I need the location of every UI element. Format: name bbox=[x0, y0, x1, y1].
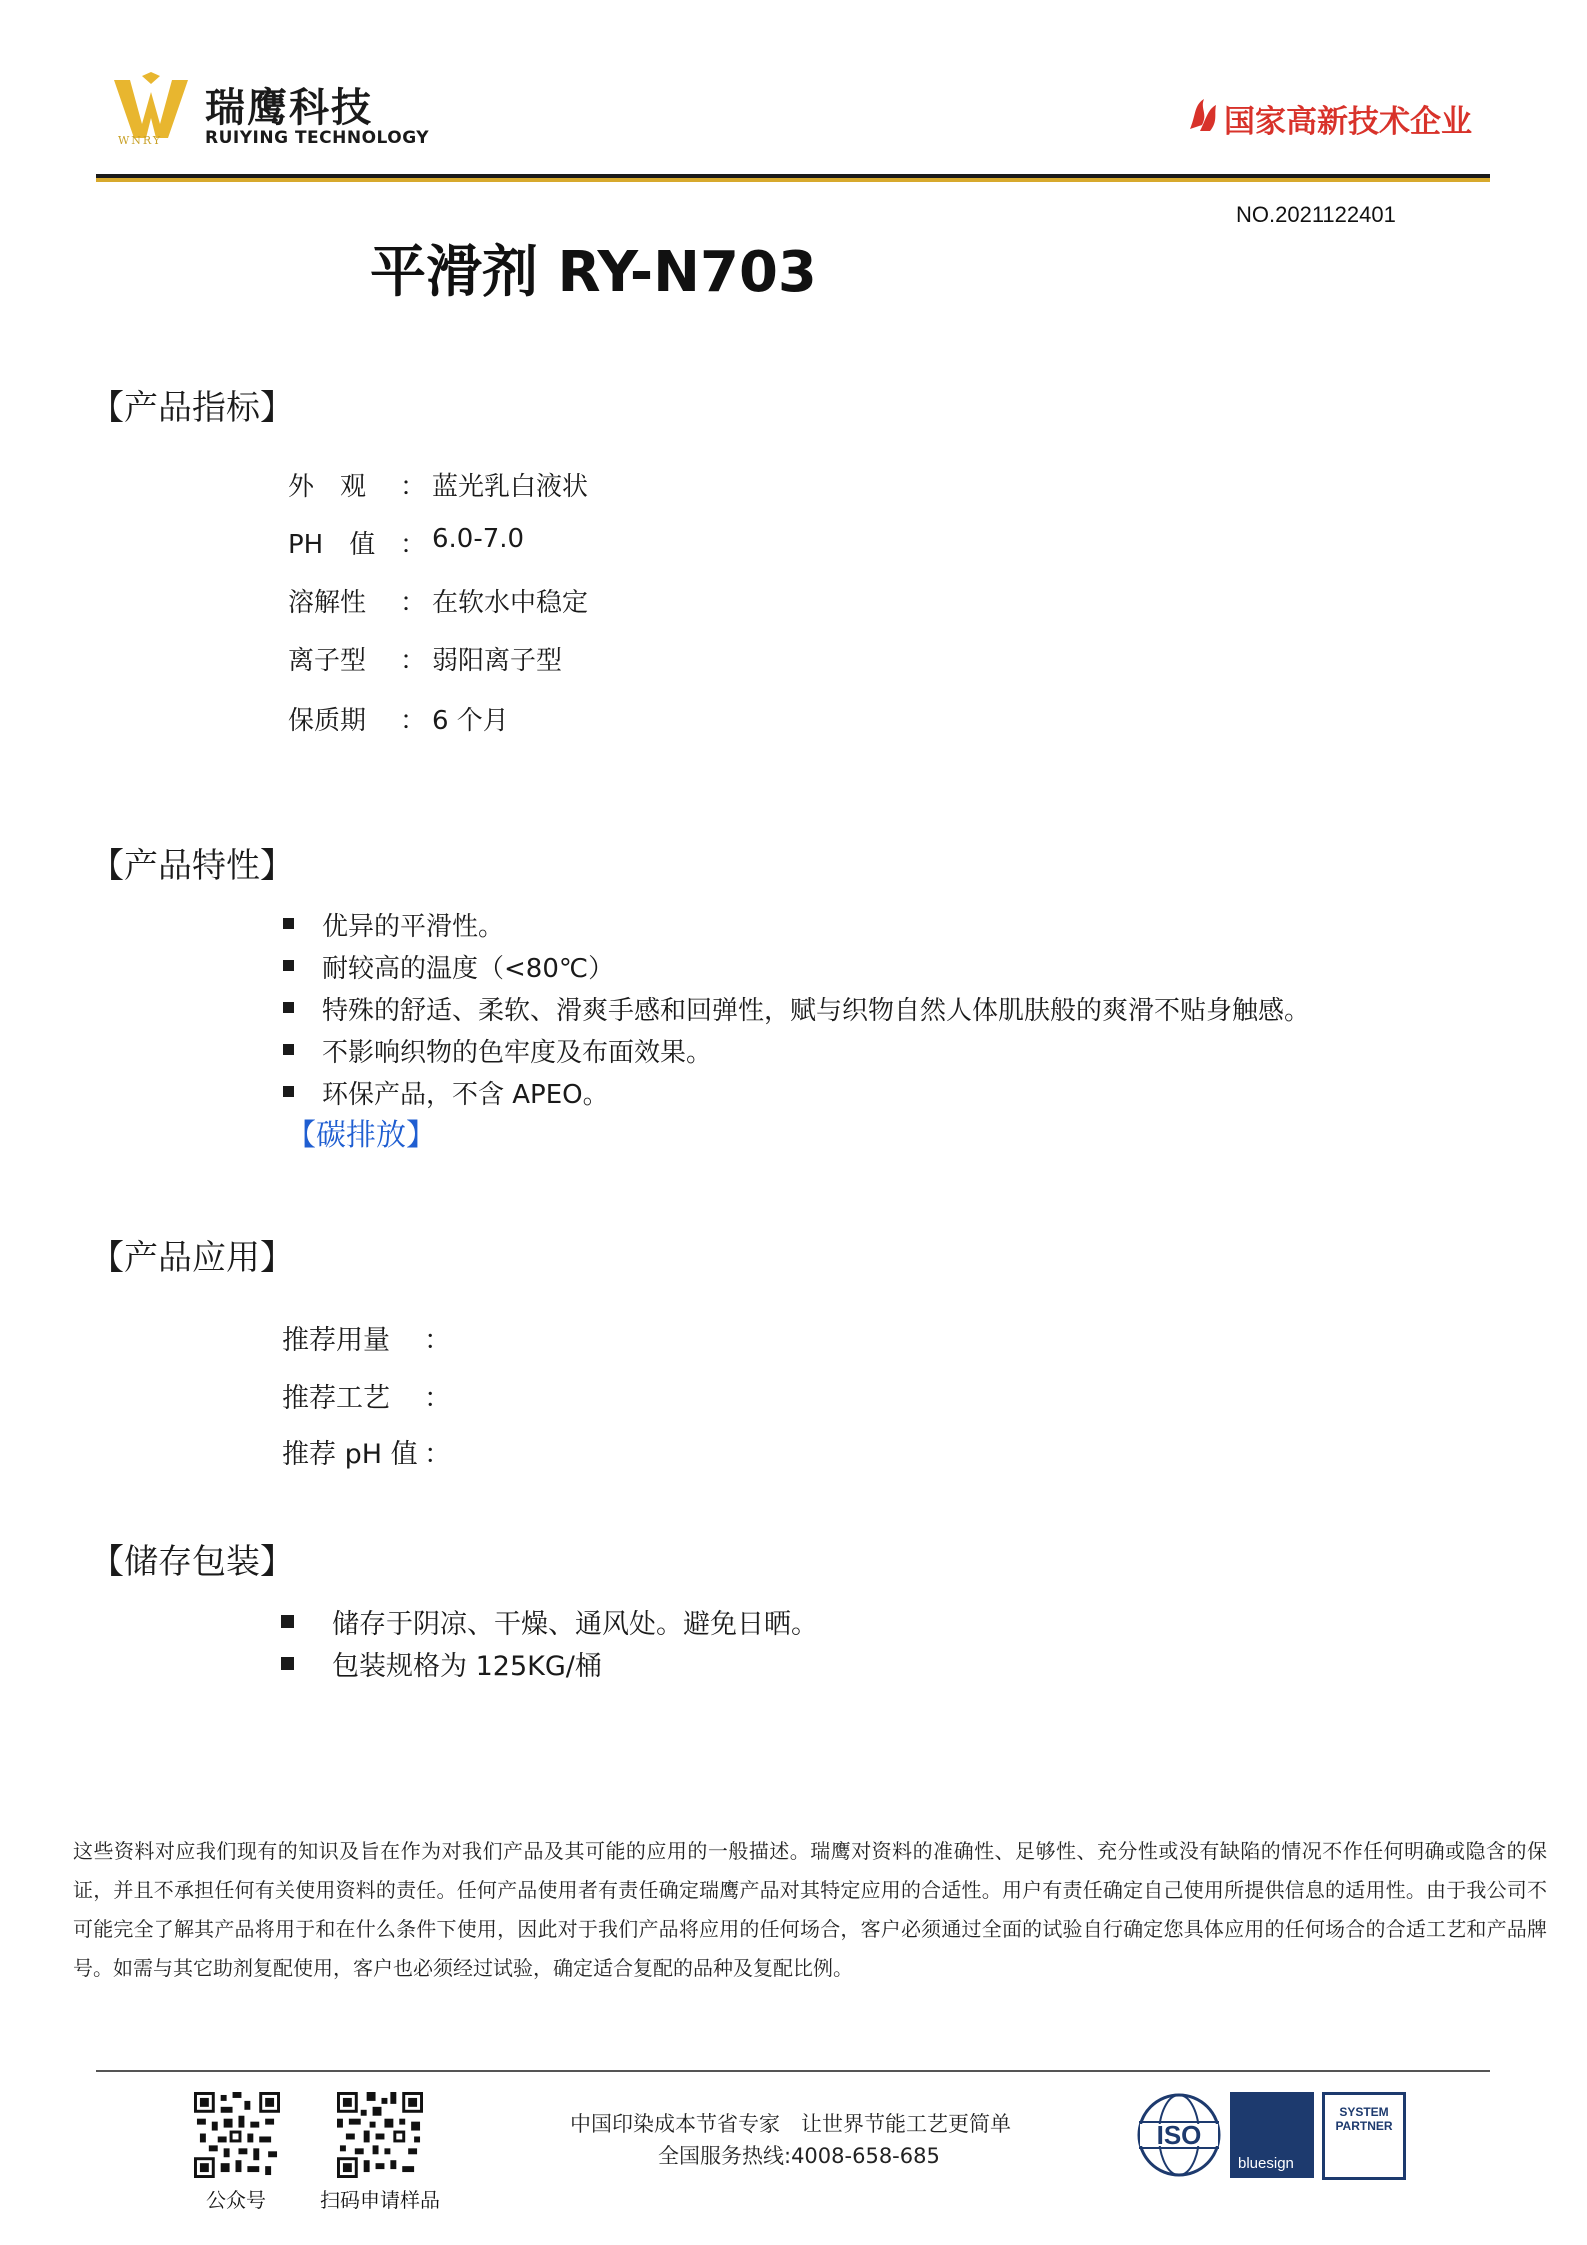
spec-value-appearance: 蓝光乳白液状 bbox=[432, 472, 589, 502]
section-title-storage: 【储存包装】 bbox=[90, 1542, 294, 1582]
bullet-icon bbox=[283, 1044, 294, 1055]
qr-caption-official-account: 公众号 bbox=[206, 2188, 266, 2212]
spec-colon: ： bbox=[400, 588, 427, 618]
app-colon: ： bbox=[424, 1325, 451, 1356]
qr-code-icon[interactable] bbox=[194, 2092, 280, 2178]
feature-item: 环保产品，不含 APEO。 bbox=[322, 1080, 609, 1110]
section-title-indicators: 【产品指标】 bbox=[90, 388, 294, 428]
hitech-flag-icon bbox=[1186, 95, 1220, 133]
iso-certification-icon bbox=[1136, 2092, 1222, 2178]
storage-item: 储存于阴凉、干燥、通风处。避免日晒。 bbox=[332, 1609, 818, 1640]
spec-value-ionic-type: 弱阳离子型 bbox=[432, 646, 563, 676]
spec-label-appearance: 外 观 bbox=[288, 472, 367, 502]
section-title-application: 【产品应用】 bbox=[90, 1238, 294, 1278]
system-partner-label: SYSTEM PARTNER bbox=[1335, 2105, 1393, 2133]
ruiying-logo-icon bbox=[112, 72, 190, 142]
section-title-features: 【产品特性】 bbox=[90, 846, 294, 886]
spec-label-shelf-life: 保质期 bbox=[288, 706, 367, 736]
logo-wordmark: WNRY bbox=[118, 134, 163, 147]
spec-colon: ： bbox=[400, 646, 427, 676]
spec-value-ph: 6.0-7.0 bbox=[432, 524, 525, 554]
hitech-enterprise-label: 国家高新技术企业 bbox=[1224, 104, 1472, 140]
spec-value-shelf-life: 6 个月 bbox=[432, 706, 509, 736]
spec-label-ionic-type: 离子型 bbox=[288, 646, 367, 676]
header-divider-accent bbox=[96, 178, 1490, 182]
feature-item: 特殊的舒适、柔软、滑爽手感和回弹性，赋与织物自然人体肌肤般的爽滑不贴身触感。 bbox=[322, 996, 1311, 1026]
app-label-ph: 推荐 pH 值 bbox=[282, 1439, 418, 1470]
bluesign-label: bluesign bbox=[1238, 2155, 1294, 2172]
bullet-icon bbox=[283, 1086, 294, 1097]
service-hotline: 全国服务热线:4008-658-685 bbox=[658, 2144, 940, 2168]
bullet-icon bbox=[283, 960, 294, 971]
company-name-cn: 瑞鹰科技 bbox=[205, 85, 373, 131]
disclaimer-text: 这些资料对应我们现有的知识及旨在作为对我们产品及其可能的应用的一般描述。瑞鹰对资料的准确性、足够性、充分性或没有缺陷的情况不作任何明确或隐含的保证，并且不承担任何有关使用资料的责任。任何产品使用者有责任确定瑞鹰产品对其特定应用的合适性。用户有责任确定自己使用所提供信息的适用性。由于我公司不可能完全了解其产品将用于和在什么条件下使用，因此对于我们产品将应用的任何场合，客户必须通过全面的试验自行确定您具体应用的任何场合的合适工艺和产品牌号。如需与其它助剂复配使用，客户也必须经过试验，确定适合复配的品种及复配比例。 bbox=[73, 1839, 1547, 1980]
bullet-icon bbox=[281, 1615, 294, 1628]
spec-label-solubility: 溶解性 bbox=[288, 588, 367, 618]
spec-colon: ： bbox=[400, 530, 427, 560]
carbon-emission-link[interactable]: 【碳排放】 bbox=[286, 1118, 436, 1153]
feature-item: 耐较高的温度（<80℃） bbox=[322, 954, 615, 984]
bullet-icon bbox=[283, 918, 294, 929]
feature-item: 优异的平滑性。 bbox=[322, 912, 505, 942]
spec-colon: ： bbox=[400, 706, 427, 736]
system-partner-badge bbox=[1322, 2092, 1406, 2180]
spec-value-solubility: 在软水中稳定 bbox=[432, 588, 589, 618]
storage-item: 包装规格为 125KG/桶 bbox=[332, 1651, 602, 1682]
bullet-icon bbox=[283, 1002, 294, 1013]
iso-label: ISO bbox=[1156, 2120, 1202, 2150]
app-colon: ： bbox=[424, 1383, 451, 1414]
qr-code-icon[interactable] bbox=[337, 2092, 423, 2178]
document-number: NO.2021122401 bbox=[1236, 202, 1396, 227]
spec-label-ph: PH 值 bbox=[288, 530, 376, 560]
app-label-dosage: 推荐用量 bbox=[282, 1325, 390, 1356]
company-name-en: RUIYING TECHNOLOGY bbox=[205, 128, 430, 148]
feature-item: 不影响织物的色牢度及布面效果。 bbox=[322, 1038, 713, 1068]
product-title: 平滑剂 RY-N703 bbox=[370, 240, 817, 305]
qr-caption-sample-request: 扫码申请样品 bbox=[320, 2188, 440, 2212]
app-colon: ： bbox=[424, 1439, 451, 1470]
spec-colon: ： bbox=[400, 472, 427, 502]
app-label-process: 推荐工艺 bbox=[282, 1383, 390, 1414]
footer-slogan: 中国印染成本节省专家 让世界节能工艺更简单 bbox=[570, 2112, 1011, 2136]
bluesign-badge bbox=[1230, 2092, 1314, 2178]
footer-divider bbox=[96, 2070, 1490, 2072]
bullet-icon bbox=[281, 1657, 294, 1670]
